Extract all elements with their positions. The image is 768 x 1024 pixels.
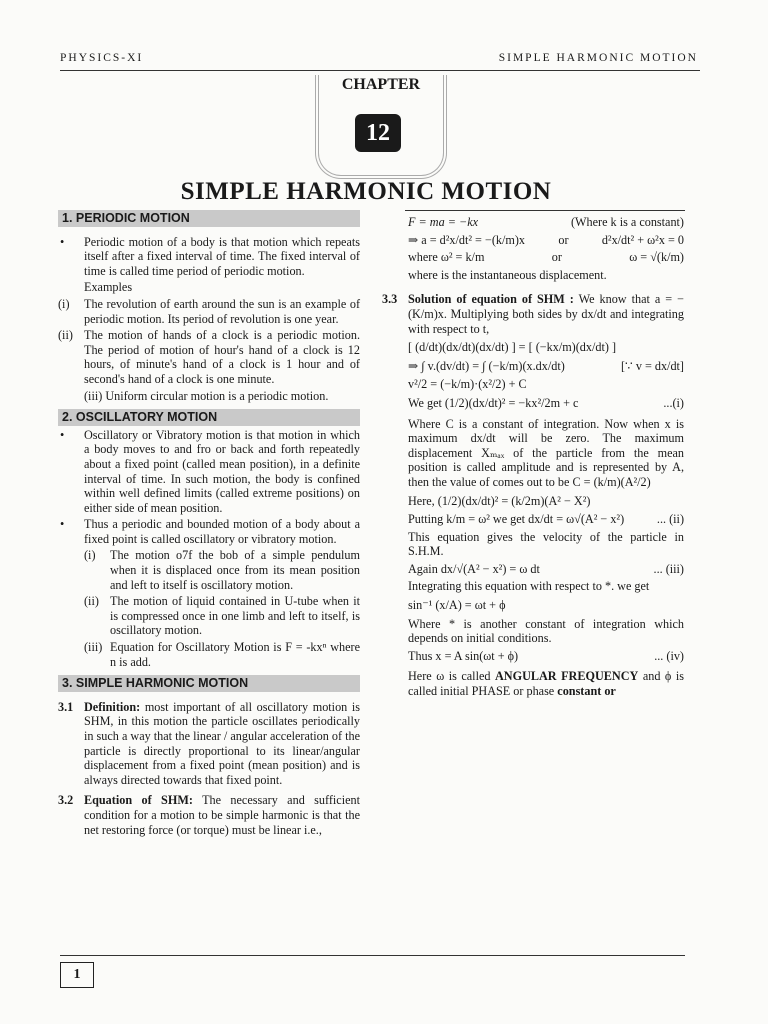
angular-frequency-paragraph	[382, 669, 684, 698]
solution-text: We know that a = −(K/m)x. Multiplying both sides by dx/dt and integrating with respect to t,	[408, 292, 685, 336]
omega-squared-equation: where ω² = k/m	[408, 250, 485, 265]
example-item: (iii) Uniform circular motion is a periodic motion.	[84, 388, 329, 403]
force-equation: F = ma = −kx	[408, 215, 479, 229]
bullet-text: Periodic motion of a body is that motion which repeats itself after a fixed interval of time. The fixed interval of time is called time period of periodic motion.	[84, 234, 360, 278]
section-heading-oscillatory: 2. OSCILLATORY MOTION	[58, 409, 360, 426]
acceleration-equation: ⇒ a = d²x/dt² = −(k/m)x	[408, 232, 526, 247]
text: Here ω is called	[408, 669, 491, 684]
bullet-icon: •	[60, 517, 65, 532]
left-column	[58, 208, 360, 843]
equation-number: ... (iv)	[654, 648, 684, 663]
velocity-paragraph: This equation gives the velocity of the particle in S.H.M.	[408, 529, 684, 559]
or-text: or	[558, 232, 569, 247]
sub-item	[58, 548, 360, 592]
energy-equation: We get (1/2)(dx/dt)² = −kx²/2m + c	[408, 395, 579, 410]
right-column	[382, 212, 684, 701]
angular-frequency-term: ANGULAR FREQUENCY	[494, 669, 639, 684]
sub-item	[58, 640, 360, 669]
item-text: Equation for Oscillatory Motion is F = -kxⁿ where n is add.	[110, 640, 360, 669]
equation-number: ... (iii)	[653, 561, 684, 576]
text: and ϕ is called initial PHASE or phase	[408, 669, 684, 699]
bullet-icon: •	[60, 427, 65, 442]
equation-line: [ (d/dt)(dx/dt)(dx/dt) ] = [ (−kx/m)(dx/dt) ]	[408, 340, 617, 355]
section-heading-periodic: 1. PERIODIC MOTION	[58, 210, 360, 227]
equation-number: ...(i)	[663, 395, 684, 410]
or-text: or	[551, 250, 562, 265]
solution-heading-paragraph	[382, 292, 684, 336]
definition-text: most important of all oscillatory motion is SHM, in this motion the particle oscillates periodically in such a way that the linear / angular acceleration of the particle is directly proportional to its linear/angular displacement from a fixed point (mean position) and is always directed towards that fixed point.	[84, 699, 360, 787]
item-text: The motion of liquid contained in U-tube when it is compressed once in one limb and left to itself, is oscillatory motion.	[110, 594, 360, 638]
item-text: The revolution of earth around the sun is an example of periodic motion. Its period of revolution is one year.	[84, 296, 360, 326]
phase-constant-term: constant or	[557, 684, 616, 699]
item-marker: 3.3	[382, 292, 398, 307]
item-marker: (i)	[58, 296, 70, 311]
equation-text: The necessary and sufficient condition for a motion to be simple harmonic is that the net restoring force (or torque) must be linear i.e.,	[84, 793, 360, 837]
bullet-icon: •	[60, 234, 65, 249]
chapter-label: CHAPTER	[341, 76, 421, 93]
equation-line	[382, 512, 684, 527]
definition-paragraph	[58, 700, 360, 788]
item-marker: 3.2	[58, 793, 74, 808]
velocity-equation: Putting k/m = ω² we get dx/dt = ω√(A² − x²)	[408, 512, 625, 527]
item-marker: (ii)	[84, 594, 99, 609]
equation-label: Equation of SHM:	[84, 793, 193, 808]
title-rule	[405, 210, 685, 211]
solution-label: Solution of equation of SHM :	[408, 292, 574, 307]
bullet-paragraph	[58, 517, 360, 546]
sub-item	[58, 594, 360, 638]
bullet-paragraph	[58, 235, 360, 279]
equation-line	[382, 649, 684, 664]
item-text: The motion of hands of a clock is a periodic motion. The period of motion of hour's hand of a clock is 12 hours, of minute's hand of a clock is 1 hour and of second's hand of a clock is one minute.	[84, 328, 360, 386]
constant-paragraph: Where * is another constant of integration which depends on initial conditions.	[408, 616, 684, 646]
bullet-text: Oscillatory or Vibratory motion is that motion in which a body moves to and fro or back and forth repeatedly about a fixed point (called mean position), in a definite interval of time. In such motion, the body is confined within well defined limits (called extreme positions) on either side of mean position.	[84, 427, 360, 515]
equation-line: Here, (1/2)(dx/dt)² = (k/2m)(A² − X²)	[408, 493, 591, 508]
example-item	[58, 297, 360, 326]
separation-equation: Again dx/√(A² − x²) = ω dt	[408, 561, 540, 576]
item-marker: 3.1	[58, 699, 74, 714]
differential-equation: d²x/dt² + ω²x = 0	[601, 232, 684, 247]
equation-of-shm-paragraph	[58, 793, 360, 837]
item-marker: (ii)	[58, 328, 73, 343]
equation-line: sin⁻¹ (x/A) = ωt + ϕ	[408, 598, 506, 613]
omega-equation: ω = √(k/m)	[629, 250, 684, 265]
equation-line	[382, 233, 684, 248]
item-marker: (i)	[84, 548, 96, 563]
page-number: 1	[60, 962, 94, 988]
equation-line	[382, 250, 684, 265]
equation-line: v²/2 = (−k/m)·(x²/2) + C	[408, 377, 527, 392]
displacement-note: where is the instantaneous displacement.	[408, 267, 607, 282]
page-title: SIMPLE HARMONIC MOTION	[180, 178, 552, 205]
example-item	[58, 328, 360, 386]
item-marker: (iii)	[84, 640, 103, 655]
equation-number: ... (ii)	[656, 512, 684, 527]
equation-line	[382, 215, 684, 230]
header-right: SIMPLE HARMONIC MOTION	[498, 52, 698, 64]
bullet-text: Thus a periodic and bounded motion of a body about a fixed point is called oscillatory or vibratory motion.	[84, 517, 360, 546]
section-heading-shm: 3. SIMPLE HARMONIC MOTION	[58, 675, 360, 692]
header-rule	[60, 70, 700, 71]
bullet-paragraph	[58, 428, 360, 516]
examples-label: Examples	[84, 280, 133, 295]
equation-line	[382, 396, 684, 411]
amplitude-paragraph: Where C is a constant of integration. Now when x is maximum dx/dt will be zero. The maximum displacement Xₘₐₓ of the particle from the mean position is called amplitude and is represented by A, then the value of comes out to be C = (k/m)(A²/2)	[408, 416, 684, 489]
equation-line	[382, 562, 684, 577]
velocity-note: [∵ v = dx/dt]	[620, 358, 684, 373]
equation-note: (Where k is a constant)	[570, 215, 684, 229]
displacement-equation: Thus x = A sin(ωt + ϕ)	[408, 648, 519, 663]
integration-paragraph: Integrating this equation with respect to *. we get	[408, 579, 650, 594]
footer-rule	[60, 955, 685, 956]
item-text: The motion o7f the bob of a simple pendulum when it is displaced once from its mean position and left to itself is oscillatory motion.	[110, 548, 360, 592]
integral-equation: ⇒ ∫ v.(dv/dt) = ∫ (−k/m)(x.dx/dt)	[408, 358, 565, 373]
chapter-number: 12	[355, 114, 401, 152]
definition-label: Definition:	[84, 699, 141, 714]
header-left: PHYSICS-XI	[60, 52, 144, 64]
equation-line	[382, 359, 684, 374]
